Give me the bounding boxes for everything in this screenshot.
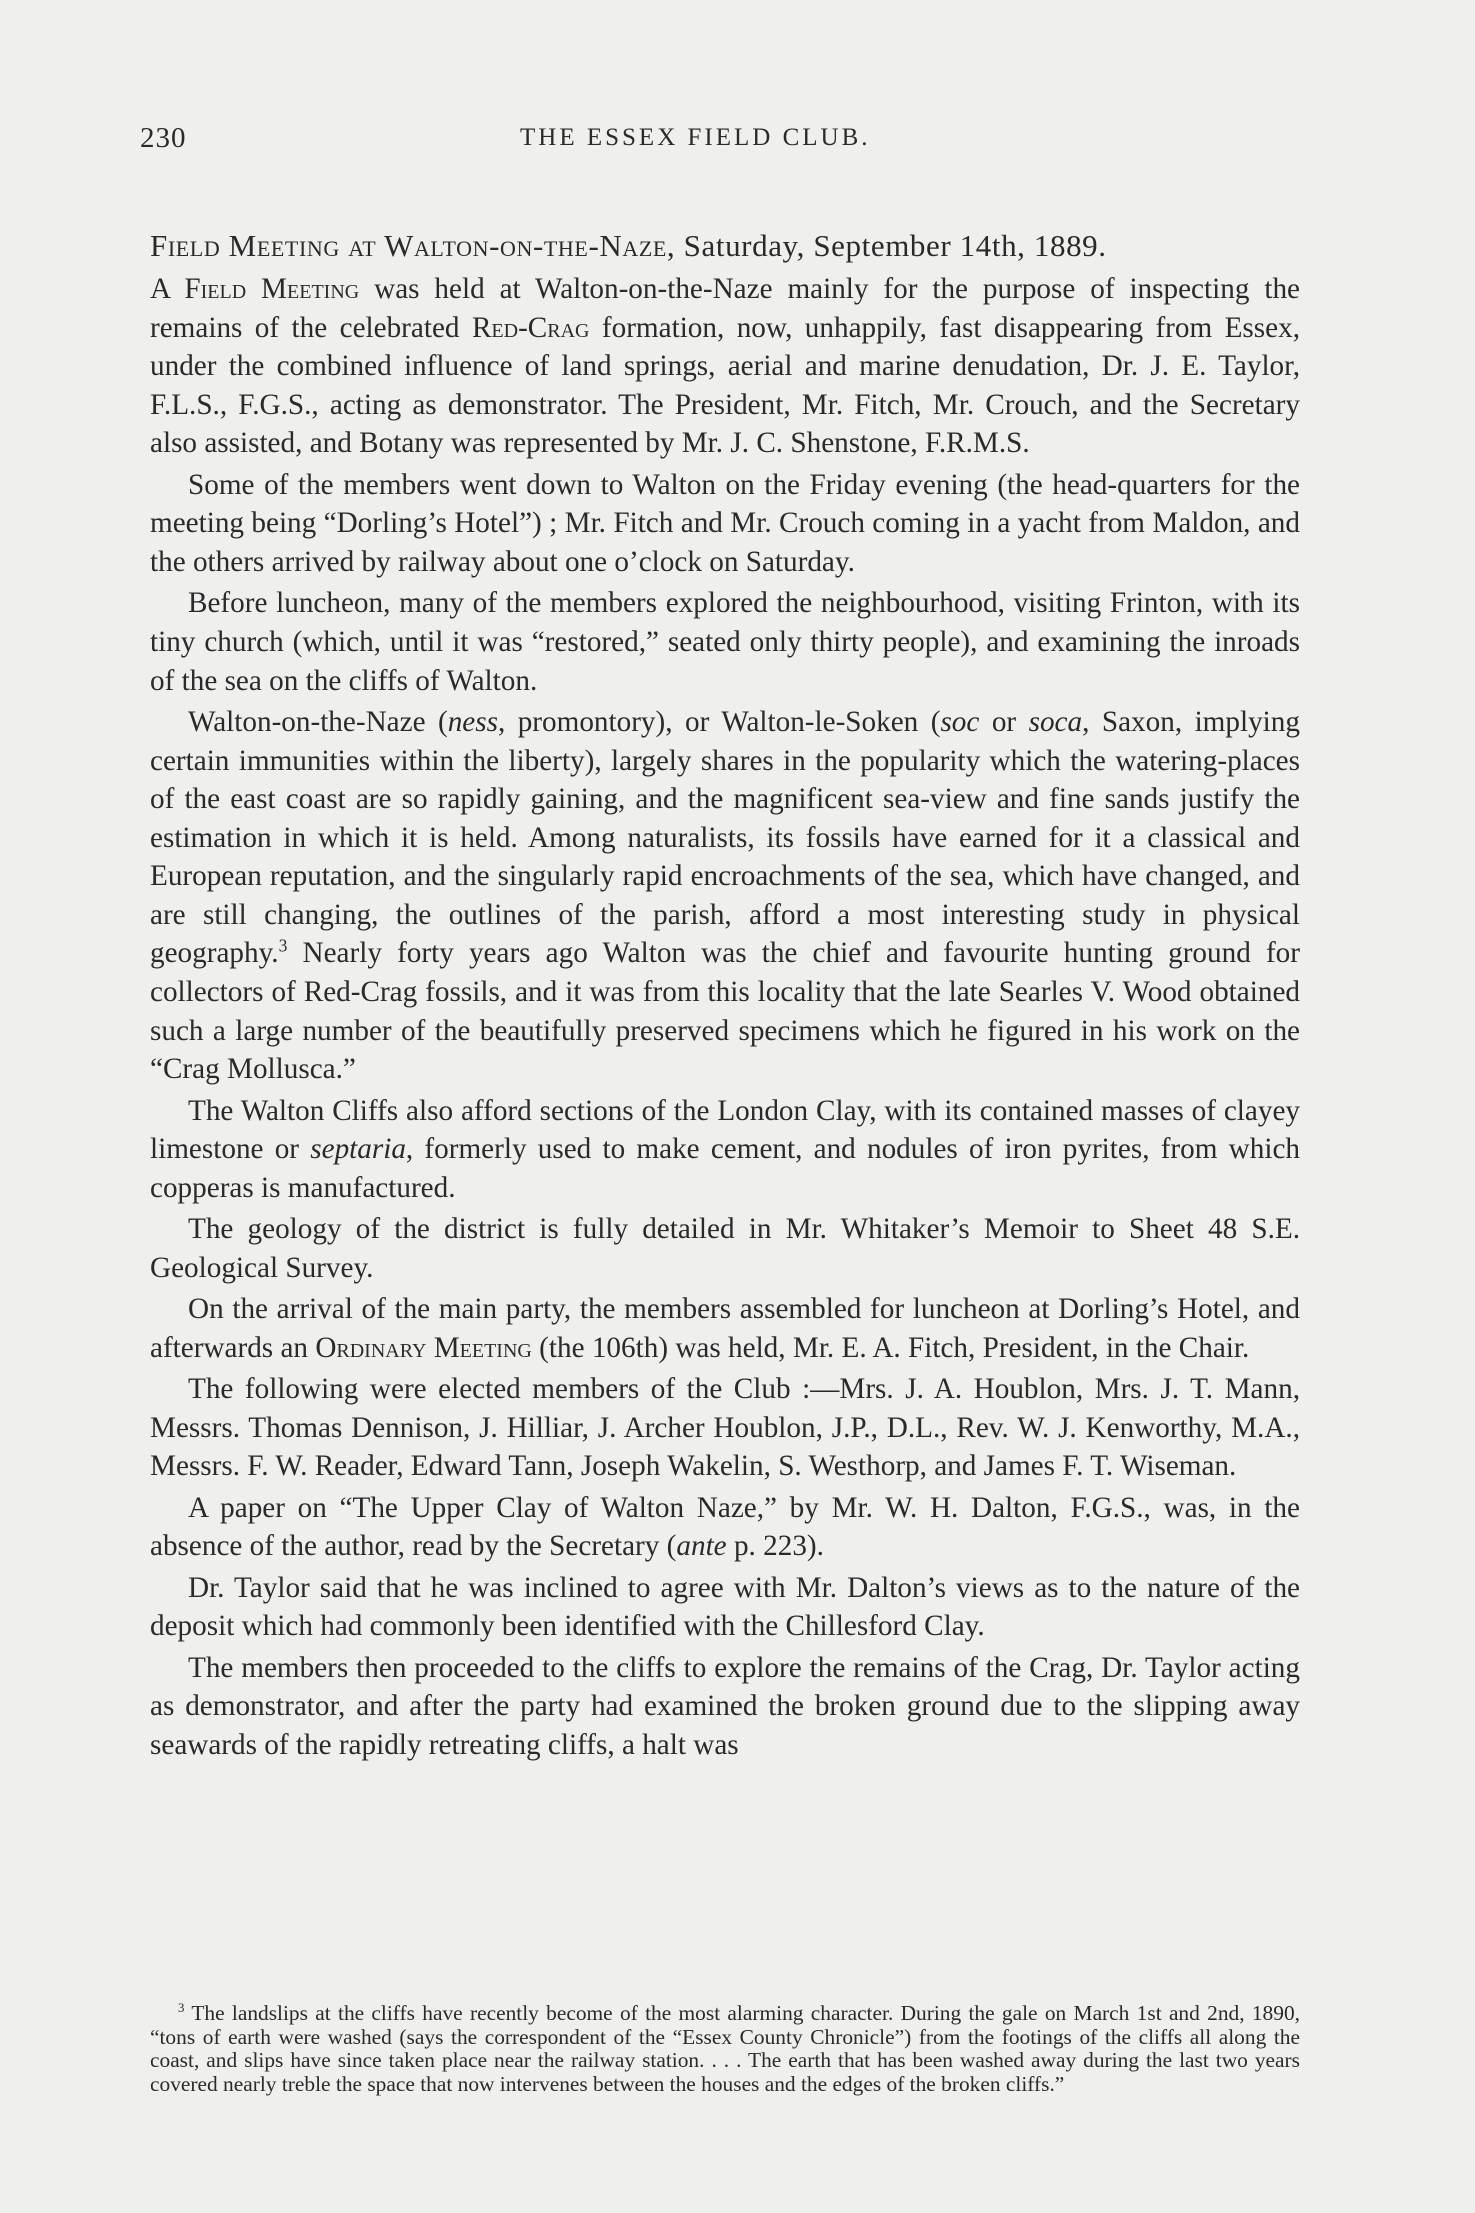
red-crag-term: Red-Crag bbox=[471, 311, 590, 344]
paragraph-taylor-remarks: Dr. Taylor said that he was inclined to agree with Mr. Dalton’s views as to the nature of the deposit which had commonly been identified with the Chillesford Clay. bbox=[150, 1571, 1300, 1643]
italic-term: septaria bbox=[310, 1133, 406, 1166]
paragraph-text: (the 106th) was held, Mr. E. A. Fitch, President, in the Chair. bbox=[531, 1331, 1250, 1364]
running-head bbox=[140, 122, 1300, 162]
paragraph-text: or bbox=[979, 705, 1029, 738]
paragraph-ordinary-meeting bbox=[150, 1290, 1300, 1367]
paragraph-text: , Saxon, implying certain immunities within the liberty), largely shares in the popularity which the watering-places of the east coast are so rapidly gaining, and the magnificent sea-view and fine sands justify the estimation in which it is held. Among naturalists, its fossils have earned for it a classical and European reputation, and the singularly rapid encroachments of the sea, which have changed, and are still changing, the outlines of the parish, afford a most interesting study in physical geography. bbox=[150, 705, 1300, 970]
footnote bbox=[150, 2002, 1300, 2097]
paragraph-text: was held at Walton-on-the-Naze mainly for the purpose of inspecting the remains of the celebrated bbox=[150, 273, 1300, 344]
paragraph-london-clay bbox=[150, 1092, 1300, 1208]
meeting-date: Saturday, September 14th, 1889. bbox=[683, 228, 1107, 263]
meeting-term: Ordinary Meeting bbox=[315, 1331, 532, 1364]
paragraph-new-members: The following were elected members of the Club :—Mrs. J. A. Houblon, Mrs. J. T. Mann, Messrs. Thomas Dennison, J. Hilliar, J. Archer Houblon, J.P., D.L., Rev. W. J. Kenworthy, M.A., Messrs. F. W. Reader, Edward Tann, Joseph Wakelin, S. Westhorp, and James F. T. Wiseman. bbox=[150, 1373, 1300, 1483]
paragraph-text: Nearly forty years ago Walton was the chief and favourite hunting ground for collectors of Red-Crag fossils, and it was from this locality that the late Searles V. Wood obtained such a large number of the beautifully preserved specimens which he figured in his work on the “Crag Mollusca.” bbox=[150, 937, 1300, 1086]
paragraph-text: p. 223). bbox=[726, 1530, 824, 1563]
meeting-heading bbox=[150, 226, 1300, 266]
paragraph-arrival: Some of the members went down to Walton on the Friday evening (the head-quarters for the meeting being “Dorling’s Hotel”) ; Mr. Fitch and Mr. Crouch coming in a yacht from Maldon, and the others arrived by railway about one o’clock on Saturday. bbox=[150, 468, 1300, 578]
paragraph-text: The Walton Cliffs also afford sections of the London Clay, with its contained masses of clayey limestone or bbox=[150, 1094, 1300, 1166]
meeting-title: Field Meeting at Walton-on-the-Naze, bbox=[150, 228, 676, 263]
paragraph-frinton: Before luncheon, many of the members explored the neighbourhood, visiting Frinton, with its tiny church (which, until it was “restored,” seated only thirty people), and examining the inroads of the sea on the cliffs of Walton. bbox=[150, 587, 1300, 697]
paragraph-geology: The geology of the district is fully detailed in Mr. Whitaker’s Memoir to Sheet 48 S.E. Geological Survey. bbox=[150, 1213, 1300, 1284]
italic-term: ness bbox=[447, 705, 498, 738]
paragraph-intro bbox=[150, 270, 1300, 463]
paragraph-walton-history bbox=[150, 703, 1300, 1089]
paragraph-text: , formerly used to make cement, and nodules of iron pyrites, from which copperas is manufactured. bbox=[150, 1133, 1300, 1204]
paragraph-text: A paper on “The Upper Clay of Walton Naze,” by Mr. W. H. Dalton, F.G.S., was, in the absence of the author, read by the Secretary ( bbox=[150, 1491, 1300, 1563]
paragraph-text: On the arrival of the main party, the members assembled for luncheon at Dorling’s Hotel, and afterwards an bbox=[150, 1293, 1300, 1364]
italic-term: ante bbox=[676, 1530, 727, 1563]
paragraph-text: , promontory), or Walton-le-Soken ( bbox=[497, 705, 941, 738]
journal-title: THE ESSEX FIELD CLUB. bbox=[520, 124, 871, 151]
footnote-text bbox=[150, 2002, 1300, 2097]
paragraph-paper-read bbox=[150, 1489, 1300, 1566]
footnote-reference: 3 bbox=[278, 935, 288, 956]
footnote-number: 3 bbox=[178, 2000, 185, 2015]
footnote-body: The landslips at the cliffs have recently become of the most alarming character. During the gale on March 1st and 2nd, 1890, “tons of earth were washed (says the correspondent of the “Essex County Chronicle”) from the footings of the cliffs all along the coast, and slips have since taken place near the railway station. . . . The earth that has been washed away during the last two years covered nearly treble the space that now intervenes between the houses and the edges of the broken cliffs.” bbox=[150, 2001, 1300, 2097]
italic-term: soca bbox=[1028, 705, 1083, 738]
italic-term: soc bbox=[940, 705, 980, 738]
paragraph-cliffs-visit: The members then proceeded to the cliffs to explore the remains of the Crag, Dr. Taylor acting as demonstrator, and after the party had examined the broken ground due to the slipping away seawards of the rapidly retreating cliffs, a halt was bbox=[150, 1651, 1300, 1761]
article-body bbox=[150, 270, 1300, 1767]
paragraph-text: Walton-on-the-Naze ( bbox=[188, 705, 448, 738]
paragraph-text: formation, now, unhappily, fast disappearing from Essex, under the combined influence of land springs, aerial and marine denudation, Dr. J. E. Taylor, F.L.S., F.G.S., acting as demonstrator. The President, Mr. Fitch, Mr. Crouch, and the Secretary also assisted, and Botany was represented by Mr. J. C. Shenstone, F.R.M.S. bbox=[150, 311, 1300, 460]
page-number: 230 bbox=[140, 122, 187, 154]
lead-in: A Field Meeting bbox=[150, 273, 360, 305]
